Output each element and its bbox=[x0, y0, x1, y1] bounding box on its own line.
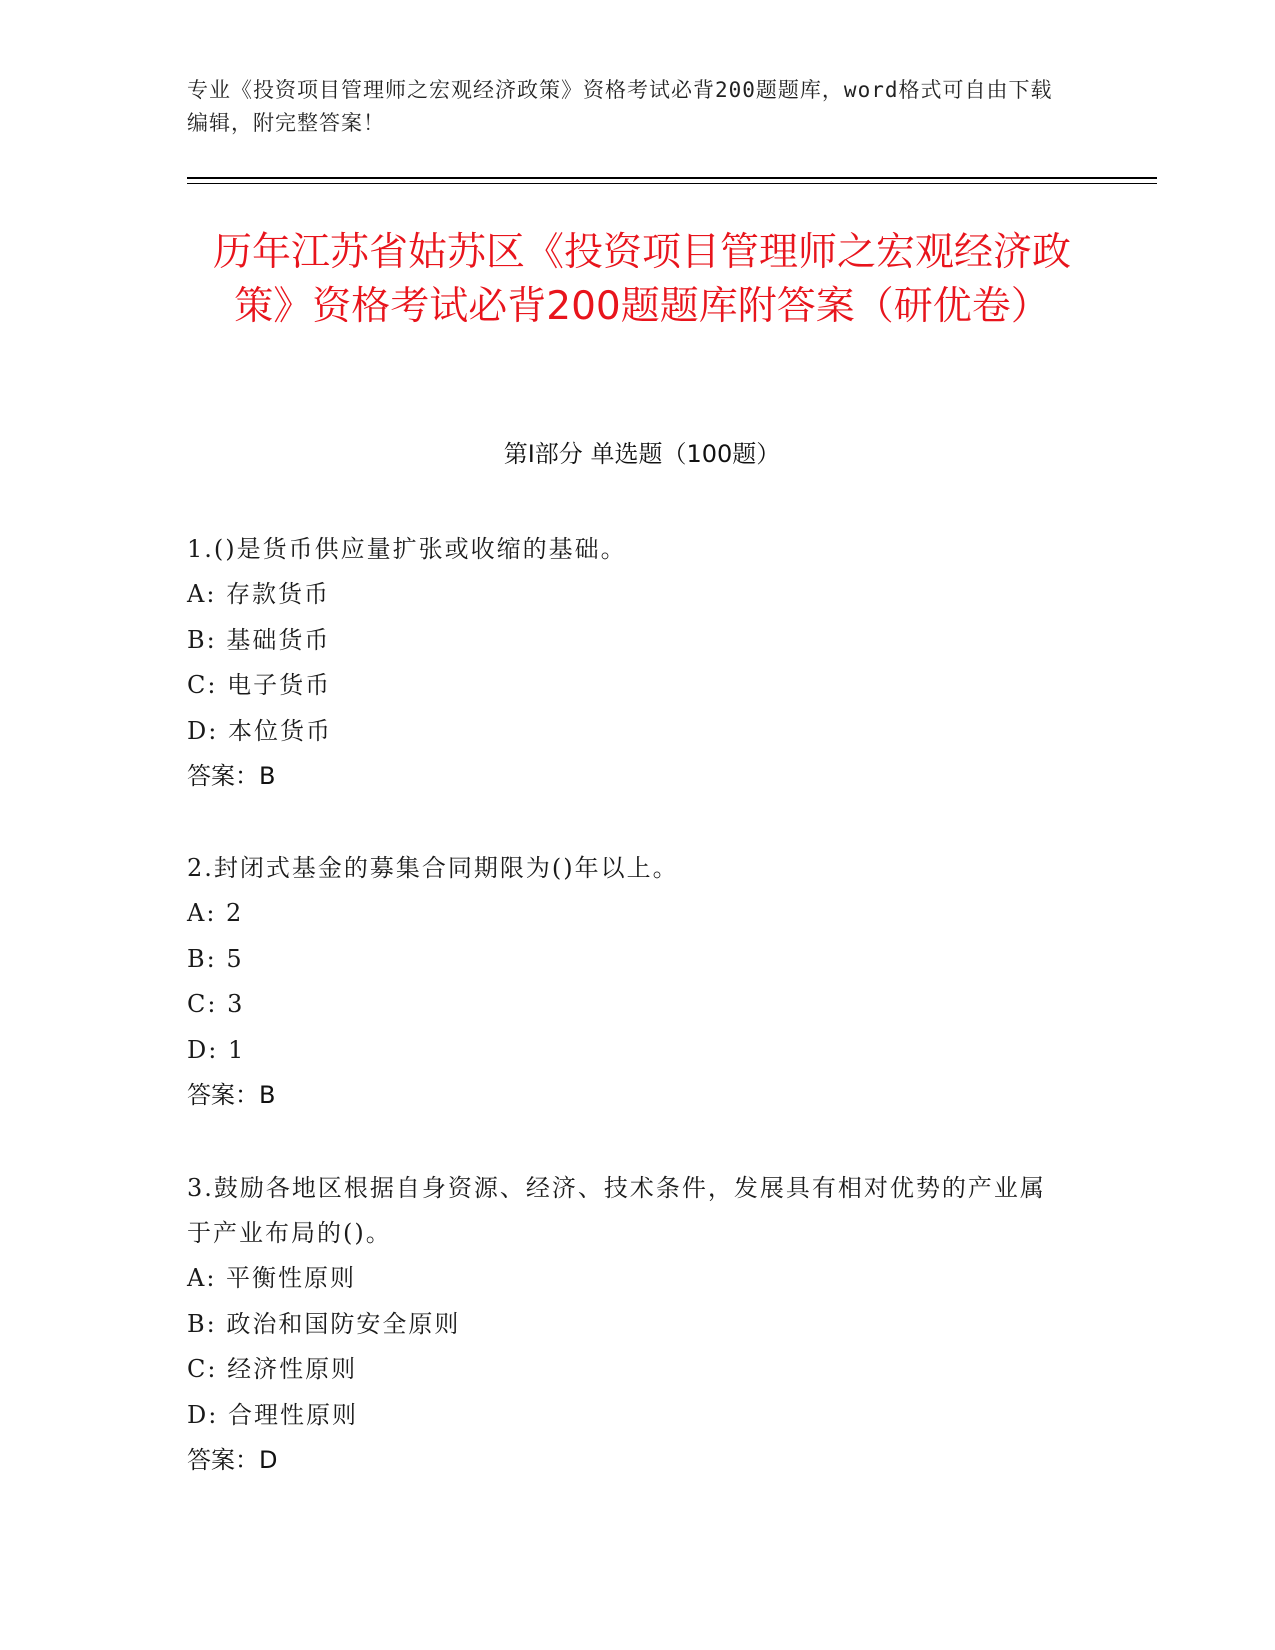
option-a: A: 存款货币 bbox=[187, 580, 331, 608]
option-c: C: 3 bbox=[187, 990, 245, 1018]
option-d: D: 1 bbox=[187, 1035, 246, 1064]
option-d: D: 合理性原则 bbox=[187, 1400, 358, 1429]
option-b: B: 政治和国防安全原则 bbox=[187, 1309, 461, 1338]
option-a: A: 平衡性原则 bbox=[187, 1264, 357, 1292]
section-title: 第I部分 单选题（100题） bbox=[503, 440, 781, 468]
question-item bbox=[187, 527, 1067, 799]
answer-line: 答案：B bbox=[187, 762, 276, 790]
document-title: 历年江苏省姑苏区《投资项目管理师之宏观经济政策》资格考试必背200题题库附答案（研优卷） bbox=[212, 230, 1071, 329]
question-stem: 2.封闭式基金的募集合同期限为()年以上。 bbox=[187, 854, 679, 882]
question-stem: 1.()是货币供应量扩张或收缩的基础。 bbox=[187, 535, 627, 563]
option-c: C: 经济性原则 bbox=[187, 1355, 358, 1383]
header-divider-thick bbox=[187, 177, 1157, 179]
question-stem: 3.鼓励各地区根据自身资源、经济、技术条件，发展具有相对优势的产业属于产业布局的()。 bbox=[187, 1174, 1046, 1247]
answer-line: 答案：B bbox=[187, 1081, 276, 1109]
option-d: D: 本位货币 bbox=[187, 716, 332, 745]
option-a: A: 2 bbox=[187, 899, 244, 927]
question-item bbox=[187, 846, 1067, 1118]
option-b: B: 基础货币 bbox=[187, 625, 331, 654]
answer-line: 答案：D bbox=[187, 1446, 278, 1474]
header-note: 专业《投资项目管理师之宏观经济政策》资格考试必背200题题库，word格式可自由下载编辑，附完整答案！ bbox=[187, 78, 1053, 135]
question-item bbox=[187, 1166, 1067, 1483]
option-c: C: 电子货币 bbox=[187, 671, 332, 699]
option-b: B: 5 bbox=[187, 944, 244, 973]
header-divider-thin bbox=[187, 183, 1157, 184]
